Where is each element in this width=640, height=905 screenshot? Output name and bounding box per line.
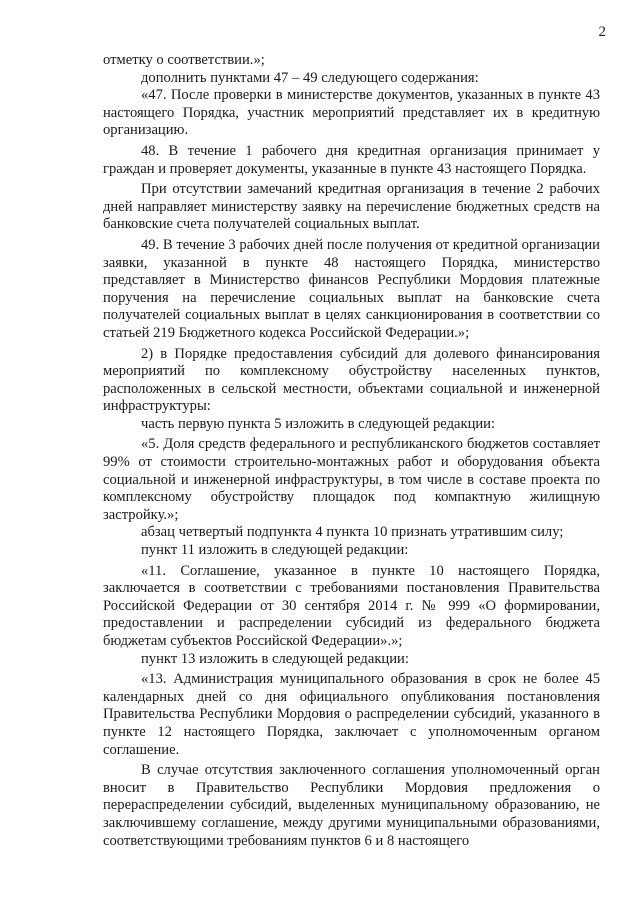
paragraph-2: дополнить пунктами 47 – 49 следующего содержания: (141, 69, 479, 86)
paragraph-1: отметку о соответствии.»; (103, 52, 265, 68)
paragraph-3: «47. После проверки в министерстве документов, указанных в пункте 43 настоящего Порядка, участник мероприятий представляет их в кредитную организацию. (103, 87, 600, 139)
paragraph-14: «13. Администрация муниципального образования в срок не более 45 календарных дней со дня официального опубликования постановления Правительства Республики Мордовия о распределении субсидий, указанного в пункте 12 настоящего Порядка, заключает с уполномоченным органом соглашение. (103, 671, 600, 758)
paragraph-10: абзац четвертый подпункта 4 пункта 10 признать утратившим силу; (141, 524, 564, 541)
page-number: 2 (598, 24, 606, 40)
paragraph-9: «5. Доля средств федерального и республиканского бюджетов составляет 99% от стоимости строительно-монтажных работ и оборудования объекта социальной и инженерной инфраструктуры, в том числе в составе проекта по комплексному обустройству площадок под компактную жилищную застройку.»; (103, 436, 600, 523)
document-body (103, 52, 600, 850)
paragraph-8: часть первую пункта 5 изложить в следующей редакции: (141, 415, 496, 432)
paragraph-12: «11. Соглашение, указанное в пункте 10 настоящего Порядка, заключается в соответствии с требованиями постановления Правительства Российской Федерации от 30 сентября 2014 г. № 999 «О формировании, предоставлении и распределении субсидий из федерального бюджета бюджетам субъектов Российской Федерации».»; (103, 562, 600, 649)
paragraph-6: 49. В течение 3 рабочих дней после получения от кредитной организации заявки, указанной в пункте 48 настоящего Порядка, министерство представляет в Министерство финансов Республики Мордовия платежные поручения на перечисление социальных выплат на банковские счета получателей социальных выплат в целях санкционирования в соответствии со статьей 219 Бюджетного кодекса Российской Федерации.»; (103, 236, 600, 341)
paragraph-4: 48. В течение 1 рабочего дня кредитная организация принимает у граждан и проверяет документы, указанные в пункте 43 настоящего Порядка. (103, 142, 600, 177)
paragraph-7: 2) в Порядке предоставления субсидий для долевого финансирования мероприятий по комплексному обустройству населенных пунктов, расположенных в сельской местности, объектами социальной и инженерной инфраструктуры: (103, 345, 600, 415)
paragraph-13: пункт 13 изложить в следующей редакции: (141, 650, 409, 667)
paragraph-11: пункт 11 изложить в следующей редакции: (141, 542, 409, 559)
paragraph-15: В случае отсутствия заключенного соглашения уполномоченный орган вносит в Правительство Республики Мордовия предложения о перераспределении субсидий, выделенных муниципальному образованию, не заключившему соглашение, между другими муниципальными образованиями, соответствующими требованиям пунктов 6 и 8 настоящего (103, 762, 600, 849)
paragraph-5: При отсутствии замечаний кредитная организация в течение 2 рабочих дней направляет министерству заявку на перечисление бюджетных средств на банковские счета получателей социальных выплат. (103, 181, 600, 233)
